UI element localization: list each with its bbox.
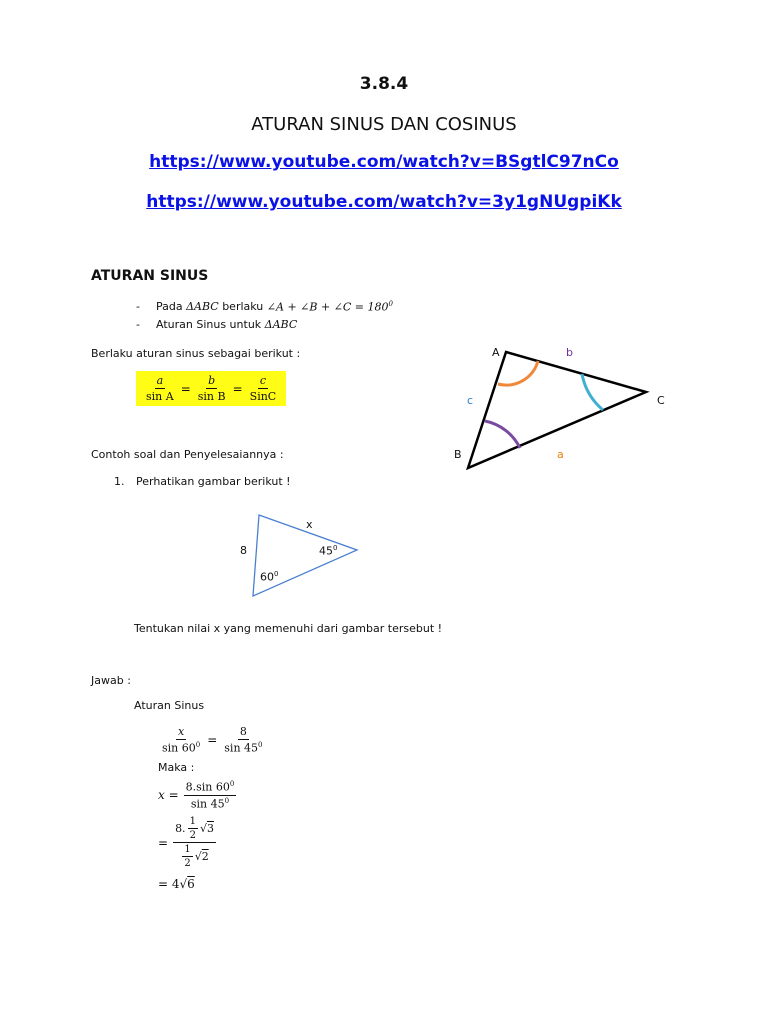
answer-method: Aturan Sinus: [134, 699, 205, 712]
side-8-label: 8: [240, 544, 247, 557]
angle-sum-formula: ∠A + ∠B + ∠C = $180^0$: [266, 300, 393, 314]
side-c-label: c: [467, 394, 474, 407]
vertex-b-label: B: [454, 448, 462, 461]
example-title: Contoh soal dan Penyelesaiannya :: [91, 448, 284, 461]
angle-a-arc: [498, 361, 538, 385]
example-triangle: [253, 515, 357, 596]
vertex-c-label: C: [657, 394, 665, 407]
angle-b-arc: [485, 421, 520, 448]
youtube-link-1[interactable]: https://www.youtube.com/watch?v=BSgtlC97nCo: [149, 152, 619, 172]
maka-label: Maka :: [158, 761, 195, 774]
triangle-symbol: ΔABC: [186, 300, 219, 314]
section-number: 3.8.4: [359, 74, 409, 94]
rule-intro: Berlaku aturan sinus sebagai berikut :: [91, 347, 301, 360]
question-text: Tentukan nilai x yang memenuhi dari gambar tersebut !: [134, 622, 443, 635]
equation-1: $\frac{x}{\sin 60^0}$ = $\frac{8}{\sin 45^0}$: [162, 725, 263, 755]
angle-45-label: $45^0$: [319, 544, 338, 558]
vertex-a-label: A: [492, 346, 500, 359]
sine-rule-formula: $\frac{a}{\text{sin A}}$ = $\frac{b}{\text{sin B}}$ = $\frac{c}{\text{SinC}}$: [136, 371, 286, 406]
bullet-angle-sum: - Pada ΔABC berlaku ∠A + ∠B + ∠C = $180^0$: [136, 300, 393, 314]
answer-label: Jawab :: [91, 674, 131, 687]
equation-4: = 4 √6: [158, 877, 195, 891]
side-a-label: a: [557, 448, 564, 461]
example-item-1: 1. Perhatikan gambar berikut !: [114, 475, 291, 488]
equation-3: = 8. $\frac{1}{2}$ √3 $\frac{1}{2}$ √2: [158, 816, 214, 869]
equation-2: x = $\frac{8.\sin 60^0}{\sin 45^0}$: [158, 780, 235, 811]
section-title: ATURAN SINUS: [91, 268, 209, 284]
angle-60-label: $60^0$: [260, 570, 279, 584]
bullet-sine-rule: - Aturan Sinus untuk ΔABC: [136, 318, 298, 331]
youtube-link-2[interactable]: https://www.youtube.com/watch?v=3y1gNUgpiKk: [146, 192, 622, 212]
page-title: ATURAN SINUS DAN COSINUS: [251, 114, 517, 135]
side-b-label: b: [566, 346, 573, 359]
side-x-label: x: [306, 518, 313, 531]
